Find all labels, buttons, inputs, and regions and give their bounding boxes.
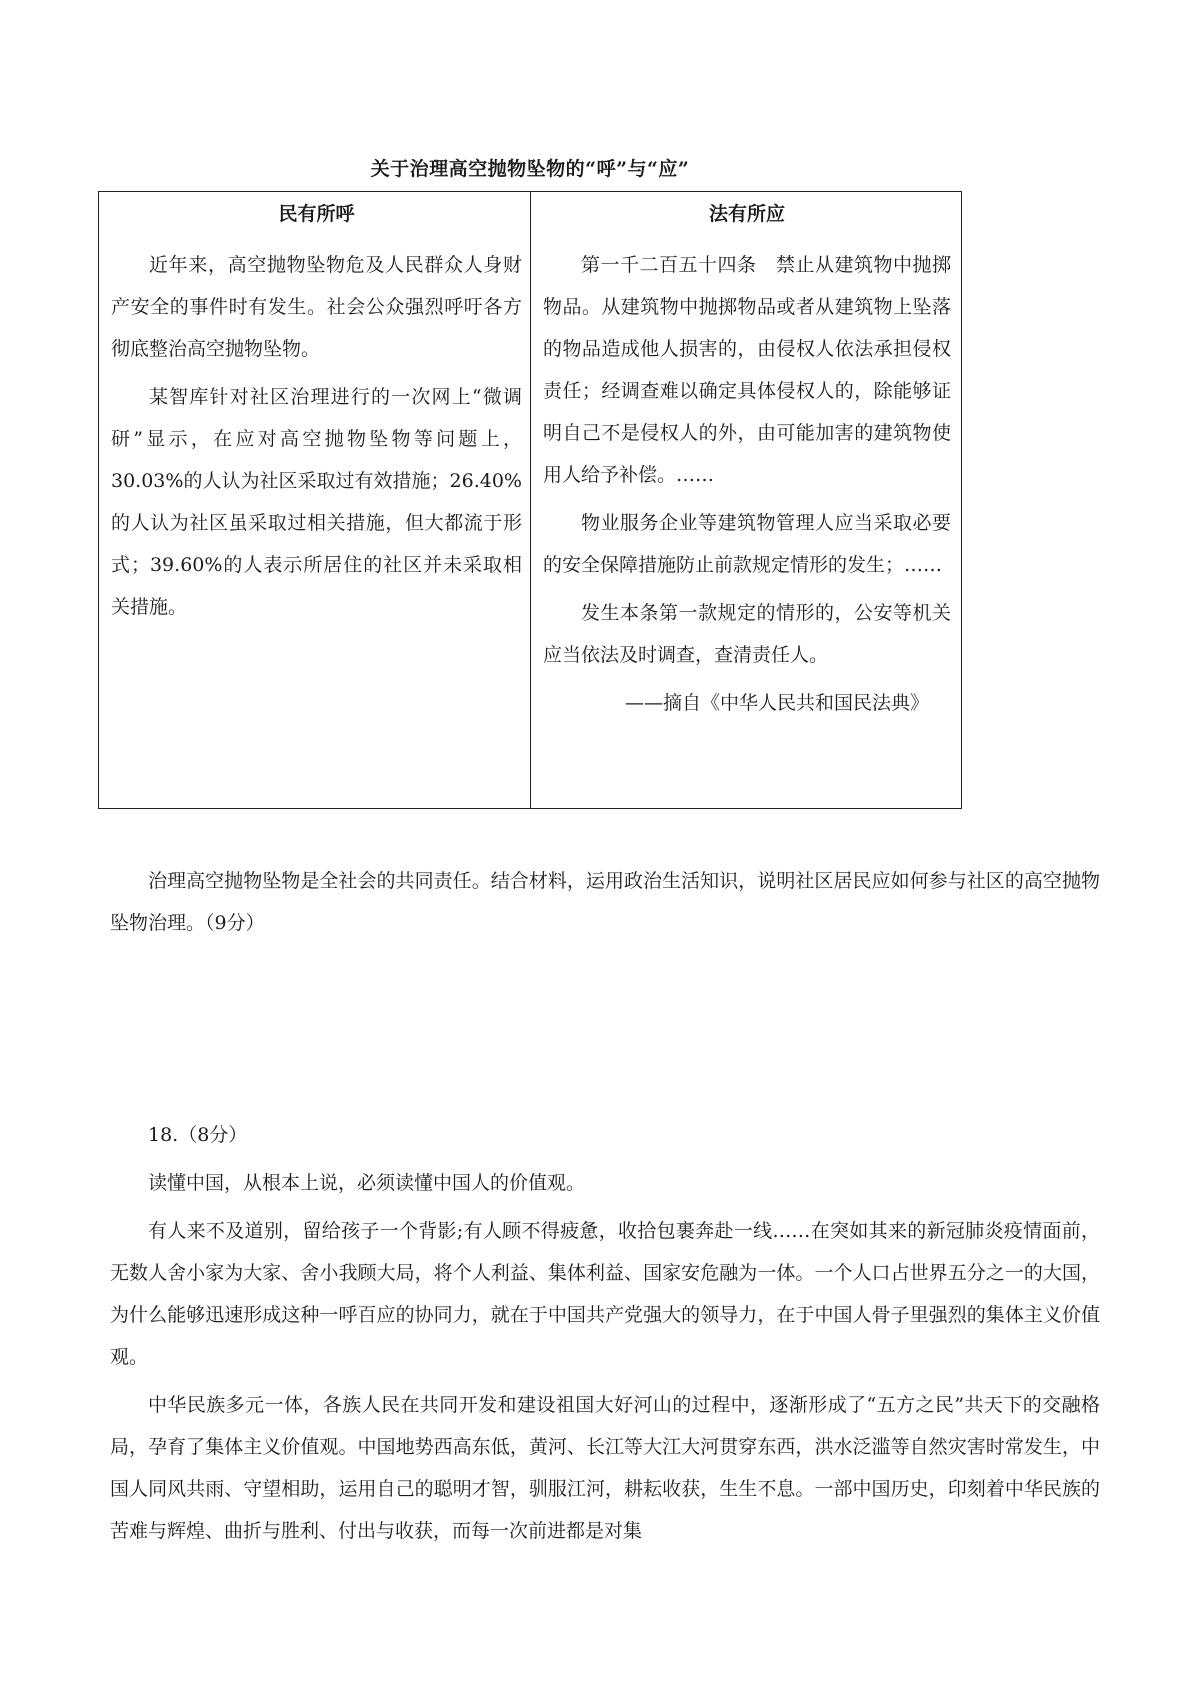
right-paragraph: 第一千二百五十四条 禁止从建筑物中抛掷物品。从建筑物中抛掷物品或者从建筑物上坠落的物品造成他人损害的，由侵权人依法承担侵权责任；经调查难以确定具体侵权人的，除能够证明自己不是侵权人的外，由可能加害的建筑物使用人给予补偿。…… — [543, 254, 951, 486]
table-column-right — [531, 192, 961, 808]
question-17-prompt: 治理高空抛物坠物是全社会的共同责任。结合材料，运用政治生活知识，说明社区居民应如何参与社区的高空抛物坠物治理。（9分） — [110, 870, 1100, 934]
comparison-table — [98, 191, 962, 809]
right-paragraph: 发生本条第一款规定的情形的，公安等机关应当依法及时调查，查清责任人。 — [543, 602, 951, 666]
source-citation: ——摘自《中华人民共和国民法典》 — [624, 692, 929, 714]
question-18-paragraph: 有人来不及道别，留给孩子一个背影;有人顾不得疲惫，收拾包裹奔赴一线……在突如其来的新冠肺炎疫情面前，无数人舍小家为大家、舍小我顾大局，将个人利益、集体利益、国家安危融为一体。一个人口占世界五分之一的大国，为什么能够迅速形成这种一呼百应的协同力，就在于中国共产党强大的领导力，在于中国人骨子里强烈的集体主义价值观。 — [110, 1220, 1100, 1368]
table-title: 关于治理高空抛物坠物的“呼”与“应” — [370, 158, 690, 180]
question-18-section — [110, 1114, 1100, 1558]
question-18-heading: 18.（8分） — [148, 1124, 248, 1146]
question-18-paragraph: 中华民族多元一体，各族人民在共同开发和建设祖国大好河山的过程中，逐渐形成了“五方之民”共天下的交融格局，孕育了集体主义价值观。中国地势西高东低，黄河、长江等大江大河贯穿东西，洪水泛滥等自然灾害时常发生，中国人同风共雨、守望相助，运用自己的聪明才智，驯服江河，耕耘收获，生生不息。一部中国历史，印刻着中华民族的苦难与辉煌、曲折与胜利、付出与收获，而每一次前进都是对集 — [110, 1394, 1100, 1542]
left-paragraph: 近年来，高空抛物坠物危及人民群众人身财产安全的事件时有发生。社会公众强烈呼吁各方彻底整治高空抛物坠物。 — [111, 254, 522, 360]
table-column-left — [99, 192, 530, 808]
left-column-header: 民有所呼 — [278, 203, 355, 225]
right-paragraph: 物业服务企业等建筑物管理人应当采取必要的安全保障措施防止前款规定情形的发生；…… — [543, 512, 951, 576]
question-17-section — [110, 860, 1100, 950]
left-paragraph: 某智库针对社区治理进行的一次网上“微调研”显示，在应对高空抛物坠物等问题上，30.03%的人认为社区采取过有效措施；26.40%的人认为社区虽采取过相关措施，但大都流于形式；39.60%的人表示所居住的社区并未采取相关措施。 — [111, 386, 522, 618]
right-column-header: 法有所应 — [708, 203, 785, 225]
question-18-paragraph: 读懂中国，从根本上说，必须读懂中国人的价值观。 — [148, 1172, 586, 1194]
